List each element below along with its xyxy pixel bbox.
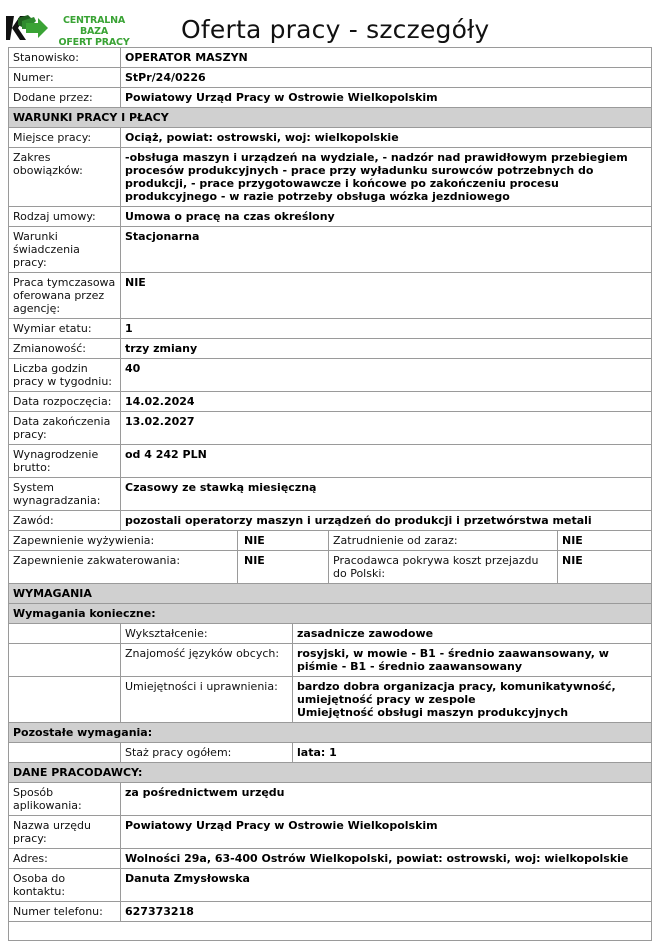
value-numer: StPr/24/0226 [121, 68, 652, 88]
subsection-pozostale-wymagania [9, 723, 652, 743]
section-warunki [9, 108, 652, 128]
label-zatrudnienie-od-zaraz: Zatrudnienie od zaraz: [329, 531, 558, 551]
section-dane-pracodawcy [9, 763, 652, 783]
row-sposob-aplikowania [9, 783, 652, 816]
section-title: WYMAGANIA [9, 584, 652, 604]
label: System wynagradzania: [9, 478, 121, 511]
label: Wymiar etatu: [9, 319, 121, 339]
value-zakwaterowanie: NIE [238, 551, 329, 584]
value: Danuta Zmysłowska [121, 869, 652, 902]
value: za pośrednictwem urzędu [121, 783, 652, 816]
row-wynagrodzenie [9, 445, 652, 478]
subsection-title: Wymagania konieczne: [9, 604, 652, 624]
logo-line-2: OFERT PRACY [58, 37, 130, 48]
row-data-rozpoczecia [9, 392, 652, 412]
value: Umowa o pracę na czas określony [121, 207, 652, 227]
row-umiejetnosci [9, 677, 652, 723]
label: Umiejętności i uprawnienia: [121, 677, 293, 723]
label: Warunki świadczenia pracy: [9, 227, 121, 273]
row-praca-tymczasowa [9, 273, 652, 319]
row-zawod [9, 511, 652, 531]
empty-cell [9, 922, 652, 941]
label: Adres: [9, 849, 121, 869]
job-offer-table [8, 47, 652, 941]
label: Data rozpoczęcia: [9, 392, 121, 412]
page-title: Oferta pracy - szczegóły [181, 15, 490, 44]
page-header [0, 0, 657, 47]
row-rodzaj-umowy [9, 207, 652, 227]
label: Staż pracy ogółem: [121, 743, 293, 763]
row-nazwa-urzedu [9, 816, 652, 849]
indent-cell [9, 624, 121, 644]
label: Praca tymczasowa oferowana przez agencję: [9, 273, 121, 319]
indent-cell [9, 743, 121, 763]
row-extras-2 [9, 551, 652, 584]
label-koszt-przejazdu: Pracodawca pokrywa koszt przejazdu do Polski: [329, 551, 558, 584]
label: Znajomość języków obcych: [121, 644, 293, 677]
value: od 4 242 PLN [121, 445, 652, 478]
value: zasadnicze zawodowe [293, 624, 652, 644]
row-staz-pracy [9, 743, 652, 763]
label: Stanowisko: [9, 48, 121, 68]
row-zmianowosc [9, 339, 652, 359]
row-warunki-swiadczenia [9, 227, 652, 273]
subsection-wymagania-konieczne [9, 604, 652, 624]
label-zakwaterowanie: Zapewnienie zakwaterowania: [9, 551, 238, 584]
label: Zakres obowiązków: [9, 148, 121, 207]
value-stanowisko: OPERATOR MASZYN [121, 48, 652, 68]
value: Ociąż, powiat: ostrowski, woj: wielkopolskie [121, 128, 652, 148]
row-wymiar-etatu [9, 319, 652, 339]
value: 13.02.2027 [121, 412, 652, 445]
value: Wolności 29a, 63-400 Ostrów Wielkopolski, powiat: ostrowski, woj: wielkopolskie [121, 849, 652, 869]
value: trzy zmiany [121, 339, 652, 359]
indent-cell [9, 677, 121, 723]
value: rosyjski, w mowie - B1 - średnio zaawansowany, w piśmie - B1 - średnio zaawansowany [293, 644, 652, 677]
label: Dodane przez: [9, 88, 121, 108]
label: Liczba godzin pracy w tygodniu: [9, 359, 121, 392]
label: Nazwa urzędu pracy: [9, 816, 121, 849]
value: Czasowy ze stawką miesięczną [121, 478, 652, 511]
value: 1 [121, 319, 652, 339]
value: Stacjonarna [121, 227, 652, 273]
value: 40 [121, 359, 652, 392]
row-data-zakonczenia [9, 412, 652, 445]
indent-cell [9, 644, 121, 677]
label: Numer telefonu: [9, 902, 121, 922]
row-liczba-godzin [9, 359, 652, 392]
row-zakres-obowiazkow [9, 148, 652, 207]
row-extras-1 [9, 531, 652, 551]
value: -obsługa maszyn i urządzeń na wydziale, - nadzór nad prawidłowym przebiegiem procesów produkcyjnych - prace przy wyładunku surowców potrzebnych do produkcji, - prace przygotowawcze i końcowe po zakończeniu procesu produkcyjnego - w razie potrzeby obsługa wózka jezdniowego [121, 148, 652, 207]
subsection-title: Pozostałe wymagania: [9, 723, 652, 743]
value: Powiatowy Urząd Pracy w Ostrowie Wielkopolskim [121, 816, 652, 849]
logo-arrows-icon [6, 13, 50, 43]
row-dodane-przez [9, 88, 652, 108]
value: pozostali operatorzy maszyn i urządzeń do produkcji i przetwórstwa metali [121, 511, 652, 531]
value-line: bardzo dobra organizacja pracy, komunikatywność, umiejętność pracy w zespole [297, 680, 616, 706]
row-stanowisko [9, 48, 652, 68]
row-miejsce-pracy [9, 128, 652, 148]
value: NIE [121, 273, 652, 319]
label: Osoba do kontaktu: [9, 869, 121, 902]
cbop-logo [6, 13, 136, 48]
row-system-wynagradzania [9, 478, 652, 511]
value: lata: 1 [293, 743, 652, 763]
section-title: DANE PRACODAWCY: [9, 763, 652, 783]
label: Numer: [9, 68, 121, 88]
label: Sposób aplikowania: [9, 783, 121, 816]
label: Miejsce pracy: [9, 128, 121, 148]
value-line: Umiejętność obsługi maszyn produkcyjnych [297, 706, 569, 719]
label: Zmianowość: [9, 339, 121, 359]
label: Wykształcenie: [121, 624, 293, 644]
row-numer [9, 68, 652, 88]
row-wyksztalcenie [9, 624, 652, 644]
value: 627373218 [121, 902, 652, 922]
label: Rodzaj umowy: [9, 207, 121, 227]
value-wyzywienie: NIE [238, 531, 329, 551]
value-zatrudnienie-od-zaraz: NIE [558, 531, 652, 551]
label-wyzywienie: Zapewnienie wyżywienia: [9, 531, 238, 551]
logo-text [52, 15, 136, 48]
section-wymagania [9, 584, 652, 604]
value-dodane-przez: Powiatowy Urząd Pracy w Ostrowie Wielkopolskim [121, 88, 652, 108]
label: Zawód: [9, 511, 121, 531]
row-adres [9, 849, 652, 869]
value-koszt-przejazdu: NIE [558, 551, 652, 584]
row-osoba-kontakt [9, 869, 652, 902]
row-empty-trailing [9, 922, 652, 941]
label: Wynagrodzenie brutto: [9, 445, 121, 478]
value: 14.02.2024 [121, 392, 652, 412]
row-jezyki-obce [9, 644, 652, 677]
value [293, 677, 652, 723]
section-title: WARUNKI PRACY I PŁACY [9, 108, 652, 128]
logo-line-1: CENTRALNA BAZA [62, 15, 126, 37]
row-numer-telefonu [9, 902, 652, 922]
label: Data zakończenia pracy: [9, 412, 121, 445]
